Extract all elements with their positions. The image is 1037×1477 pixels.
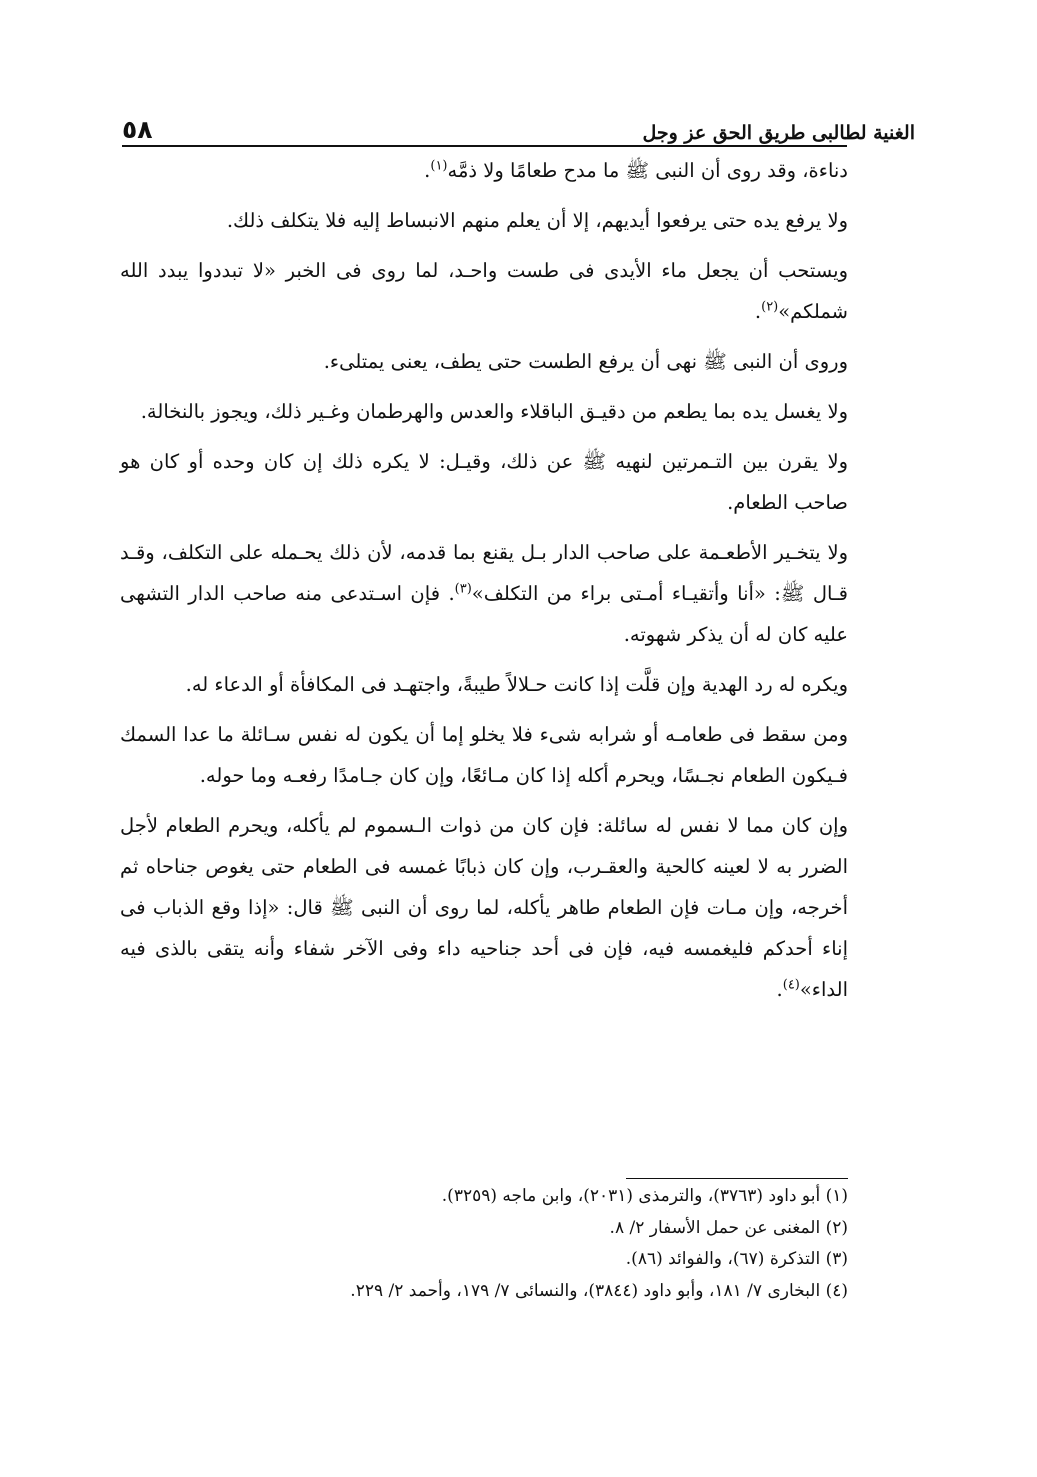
paragraph-text: ولا يرفع يده حتى يرفعوا أيديهم، إلا أن يعلم منهم الانبساط إليه فلا يتكلف ذلك.: [226, 209, 848, 232]
running-title: الغنية لطالبى طريق الحق عز وجل: [642, 122, 915, 144]
paragraph: [120, 664, 848, 705]
footnote-reference: (١): [430, 158, 448, 174]
paragraph: [120, 391, 848, 432]
footnote: (٣) التذكرة (٦٧)، والفوائد (٨٦).: [625, 1249, 848, 1269]
footnote: (٢) المغنى عن حمل الأسفار ٢/ ٨.: [609, 1217, 848, 1238]
footnote-reference: (٢): [761, 299, 779, 315]
footnote: (٤) البخارى ٧/ ١٨١، وأبو داود (٣٨٤٤)، والنسائى ٧/ ١٧٩، وأحمد ٢/ ٢٢٩.: [350, 1280, 848, 1301]
page-number: ٥٨: [122, 115, 153, 144]
paragraph-text: وروى أن النبى ﷺ نهى أن يرفع الطست حتى يطف، يعنى يمتلىء.: [323, 350, 848, 373]
footnote: (١) أبو داود (٣٧٦٣)، والترمذى (٢٠٣١)، وابن ماجه (٣٢٥٩).: [441, 1186, 848, 1206]
paragraph-tail: . فإن اسـتدعى منه صاحب الدار التشهى عليه كان له أن يذكر شهوته.: [120, 582, 848, 646]
paragraph: [120, 805, 848, 1010]
paragraph-text: وإن كان مما لا نفس له سائلة: فإن كان من ذوات الـسموم لم يأكله، ويحرم الطعام لأجل الضرر به لا لعينه كالحية والعقـرب، وإن كان ذبابًا غمسه فى الطعام حتى يغوص جناحاه ثم أخرجه، وإن مـات فإن الطعام طاهر يأكله، لما روى أن النبى ﷺ قال: «إذا وقع الذباب فى إناء أحدكم فليغمسه فيه، فإن فى أحد جناحيه داء وفى الآخر شفاء وأنه يتقى بالذى فيه الداء»: [120, 814, 848, 1001]
footnote-reference: (٣): [454, 581, 472, 597]
paragraph-tail: .: [776, 978, 783, 1001]
paragraph-text: ويكره له رد الهدية وإن قلَّت إذا كانت حـلالاً طيبةً، واجتهـد فى المكافأة أو الدعاء له.: [185, 673, 848, 696]
paragraph: [120, 200, 848, 241]
footnote-rule: [626, 1178, 848, 1179]
paragraph-text: ولا يتخـير الأطعـمة على صاحب الدار بـل يقنع بما قدمه، لأن ذلك يحـمله على التكلف، وقـد قـال ﷺ: «أنا وأتقيـاء أمـتى براء من التكلف»: [120, 541, 848, 605]
paragraph: [120, 150, 848, 191]
paragraph: [120, 532, 848, 655]
header-rule: [122, 145, 847, 147]
paragraph-tail: .: [424, 159, 431, 182]
paragraph: [120, 250, 848, 332]
paragraph: [120, 714, 848, 796]
paragraph: [120, 341, 848, 382]
paragraph-text: ولا يغسل يده بما يطعم من دقيـق الباقلاء والعدس والهرطمان وغـير ذلك، ويجوز بالنخالة.: [140, 400, 848, 423]
paragraph-text: ولا يقرن بين التـمرتين لنهيه ﷺ عن ذلك، وقيـل: لا يكره ذلك إن كان وحده أو كان هو صاحب الطعام.: [120, 450, 848, 514]
paragraph-text: ومن سقط فى طعامـه أو شرابه شىء فلا يخلو إما أن يكون له نفس سـائلة ما عدا السمك فـيكون الطعام نجـسًا، ويحرم أكله إذا كان مـائعًا، وإن كان جـامدًا رفعـه وما حوله.: [120, 723, 848, 787]
paragraph-text: ويستحب أن يجعل ماء الأيدى فى طست واحـد، لما روى فى الخبر «لا تبددوا يبدد الله شملكم»: [120, 259, 848, 323]
footnotes: [120, 1181, 848, 1307]
footnote-reference: (٤): [782, 977, 800, 993]
running-header: [122, 104, 915, 144]
paragraph-tail: .: [754, 300, 762, 323]
main-text: [120, 150, 848, 1019]
paragraph-text: دناءة، وقد روى أن النبى ﷺ ما مدح طعامًا ولا ذمَّه: [447, 159, 848, 182]
paragraph: [120, 441, 848, 523]
